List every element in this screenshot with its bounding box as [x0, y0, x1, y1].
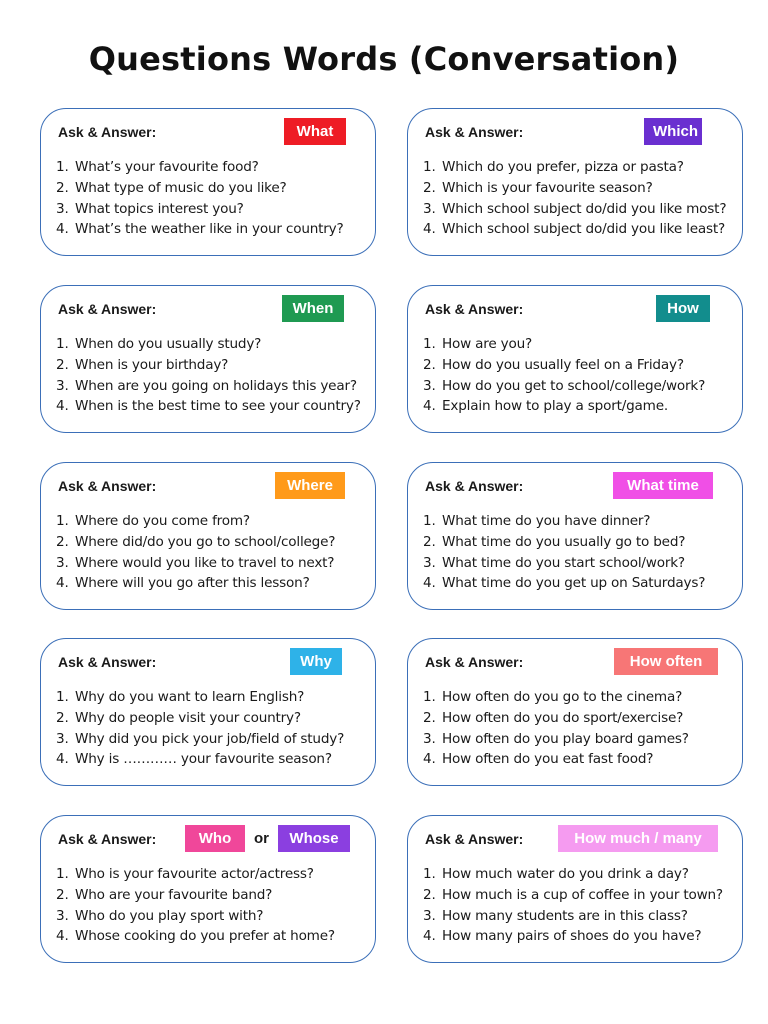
question-card — [40, 108, 376, 256]
question-card — [40, 462, 376, 610]
question-word-tags — [656, 295, 710, 322]
question-text: What time do you have dinner? — [442, 513, 651, 529]
question-text: When do you usually study? — [75, 336, 262, 352]
question-item — [56, 396, 361, 417]
question-number: 2. — [423, 356, 436, 373]
question-number: 2. — [56, 886, 69, 903]
question-text: Why did you pick your job/field of study? — [75, 730, 345, 747]
question-item — [423, 687, 689, 708]
question-item — [56, 926, 335, 947]
question-number: 3. — [423, 730, 436, 747]
question-list — [423, 687, 689, 770]
question-item — [423, 376, 705, 397]
question-number: 4. — [423, 398, 436, 415]
question-number: 3. — [56, 730, 69, 747]
question-item — [423, 729, 689, 750]
question-item — [56, 885, 335, 906]
question-text: Where would you like to travel to next? — [75, 554, 335, 571]
card-header: Ask & Answer: — [425, 124, 524, 140]
question-text: Where will you go after this lesson? — [75, 575, 310, 592]
question-text: What’s the weather like in your country? — [75, 221, 344, 238]
question-text: Where do you come from? — [75, 513, 250, 529]
question-number: 4. — [56, 575, 69, 592]
question-text: Which do you prefer, pizza or pasta? — [442, 159, 684, 175]
question-number: 2. — [56, 709, 69, 726]
question-number: 4. — [423, 221, 436, 238]
question-text: Whose cooking do you prefer at home? — [75, 928, 335, 945]
question-list — [423, 511, 705, 594]
question-number: 2. — [56, 533, 69, 550]
question-text: Why do people visit your country? — [75, 709, 301, 726]
question-word-tags — [290, 648, 342, 675]
question-text: Who is your favourite actor/actress? — [75, 866, 314, 882]
question-word-tags — [282, 295, 344, 322]
question-text: When is the best time to see your country? — [75, 398, 361, 415]
question-word-tag: How much / many — [558, 825, 718, 852]
question-item — [423, 355, 705, 376]
question-list — [423, 334, 705, 417]
question-text: Where did/do you go to school/college? — [75, 533, 336, 550]
question-text: Why do you want to learn English? — [75, 689, 305, 705]
question-number: 1. — [56, 513, 69, 529]
question-item — [423, 573, 705, 594]
question-card — [40, 638, 376, 786]
question-word-tag: Who — [185, 825, 245, 852]
question-card — [407, 285, 743, 433]
question-item — [56, 219, 344, 240]
question-item — [423, 199, 726, 220]
question-item — [423, 334, 705, 355]
question-item — [56, 355, 361, 376]
question-number: 2. — [423, 886, 436, 903]
question-item — [423, 157, 726, 178]
question-word-tag: What — [284, 118, 346, 145]
question-text: Why is ………… your favourite season? — [75, 751, 332, 768]
question-item — [56, 864, 335, 885]
question-text: Explain how to play a sport/game. — [442, 398, 668, 415]
question-number: 4. — [423, 575, 436, 592]
question-text: How often do you go to the cinema? — [442, 689, 683, 705]
question-text: How are you? — [442, 336, 533, 352]
question-item — [56, 157, 344, 178]
question-number: 4. — [56, 221, 69, 238]
question-item — [423, 178, 726, 199]
question-item — [56, 687, 344, 708]
question-text: When are you going on holidays this year? — [75, 377, 357, 394]
question-card — [407, 108, 743, 256]
question-card — [407, 815, 743, 963]
question-number: 4. — [423, 751, 436, 768]
question-word-tag: Why — [290, 648, 342, 675]
card-header: Ask & Answer: — [425, 654, 524, 670]
question-list — [56, 334, 361, 417]
question-number: 4. — [56, 928, 69, 945]
question-word-tags — [185, 825, 350, 852]
question-text: How much is a cup of coffee in your town? — [442, 886, 723, 903]
question-item — [56, 553, 335, 574]
question-item — [423, 885, 723, 906]
question-item — [423, 553, 705, 574]
question-word-tag: How often — [614, 648, 718, 675]
question-item — [56, 729, 344, 750]
question-text: How much water do you drink a day? — [442, 866, 689, 882]
question-number: 1. — [423, 866, 436, 882]
question-number: 2. — [56, 356, 69, 373]
question-number: 1. — [423, 336, 436, 352]
question-word-tag: When — [282, 295, 344, 322]
card-header: Ask & Answer: — [425, 831, 524, 847]
question-word-tags — [613, 472, 713, 499]
question-word-tag: Which — [644, 118, 702, 145]
question-item — [423, 396, 705, 417]
card-header: Ask & Answer: — [425, 301, 524, 317]
question-word-tags — [275, 472, 345, 499]
question-number: 3. — [423, 377, 436, 394]
question-item — [423, 906, 723, 927]
question-number: 1. — [423, 159, 436, 175]
question-text: What time do you get up on Saturdays? — [442, 575, 706, 592]
question-number: 2. — [423, 533, 436, 550]
question-card — [407, 638, 743, 786]
question-item — [56, 532, 335, 553]
question-item — [56, 906, 335, 927]
question-item — [56, 376, 361, 397]
question-item — [423, 511, 705, 532]
page-title: Questions Words (Conversation) — [88, 40, 680, 78]
question-number: 1. — [56, 336, 69, 352]
question-number: 1. — [56, 159, 69, 175]
question-text: How do you get to school/college/work? — [442, 377, 706, 394]
connector-text: or — [254, 830, 269, 847]
question-item — [423, 864, 723, 885]
question-word-tags — [644, 118, 702, 145]
question-number: 3. — [56, 200, 69, 217]
question-number: 2. — [423, 709, 436, 726]
question-word-tag: Whose — [278, 825, 350, 852]
question-number: 1. — [56, 866, 69, 882]
question-text: When is your birthday? — [75, 356, 229, 373]
card-header: Ask & Answer: — [58, 654, 157, 670]
question-list — [56, 687, 344, 770]
question-item — [56, 573, 335, 594]
question-list — [423, 157, 726, 240]
question-item — [56, 749, 344, 770]
question-number: 4. — [423, 928, 436, 945]
question-text: How many students are in this class? — [442, 907, 688, 924]
question-text: Which school subject do/did you like least? — [442, 221, 726, 238]
question-text: What time do you start school/work? — [442, 554, 685, 571]
question-number: 1. — [423, 689, 436, 705]
question-item — [56, 334, 361, 355]
question-number: 2. — [423, 179, 436, 196]
question-number: 4. — [56, 398, 69, 415]
question-number: 3. — [56, 907, 69, 924]
question-text: Who do you play sport with? — [75, 907, 264, 924]
card-header: Ask & Answer: — [58, 478, 157, 494]
question-number: 4. — [56, 751, 69, 768]
question-text: How often do you do sport/exercise? — [442, 709, 684, 726]
question-number: 1. — [423, 513, 436, 529]
question-number: 3. — [423, 554, 436, 571]
card-header: Ask & Answer: — [58, 831, 157, 847]
question-text: How often do you eat fast food? — [442, 751, 654, 768]
question-item — [56, 199, 344, 220]
question-item — [423, 749, 689, 770]
question-number: 3. — [56, 554, 69, 571]
question-number: 2. — [56, 179, 69, 196]
question-word-tags — [614, 648, 718, 675]
question-item — [423, 219, 726, 240]
question-text: Which school subject do/did you like most? — [442, 200, 727, 217]
question-text: What topics interest you? — [75, 200, 244, 217]
question-list — [56, 511, 335, 594]
question-number: 1. — [56, 689, 69, 705]
question-word-tags — [558, 825, 718, 852]
question-word-tag: Where — [275, 472, 345, 499]
question-list — [423, 864, 723, 947]
question-item — [56, 178, 344, 199]
question-item — [423, 926, 723, 947]
question-card — [40, 815, 376, 963]
question-list — [56, 864, 335, 947]
question-text: How do you usually feel on a Friday? — [442, 356, 684, 373]
question-item — [423, 532, 705, 553]
question-text: How many pairs of shoes do you have? — [442, 928, 702, 945]
question-number: 3. — [56, 377, 69, 394]
question-word-tag: What time — [613, 472, 713, 499]
card-header: Ask & Answer: — [425, 478, 524, 494]
question-number: 3. — [423, 200, 436, 217]
card-header: Ask & Answer: — [58, 124, 157, 140]
question-word-tag: How — [656, 295, 710, 322]
question-card — [40, 285, 376, 433]
card-header: Ask & Answer: — [58, 301, 157, 317]
question-text: What type of music do you like? — [75, 179, 287, 196]
question-card — [407, 462, 743, 610]
question-text: What’s your favourite food? — [75, 159, 259, 175]
question-text: What time do you usually go to bed? — [442, 533, 686, 550]
question-list — [56, 157, 344, 240]
question-number: 3. — [423, 907, 436, 924]
question-item — [56, 708, 344, 729]
question-text: Who are your favourite band? — [75, 886, 273, 903]
question-item — [423, 708, 689, 729]
question-text: Which is your favourite season? — [442, 179, 653, 196]
question-text: How often do you play board games? — [442, 730, 689, 747]
question-item — [56, 511, 335, 532]
question-word-tags — [284, 118, 346, 145]
